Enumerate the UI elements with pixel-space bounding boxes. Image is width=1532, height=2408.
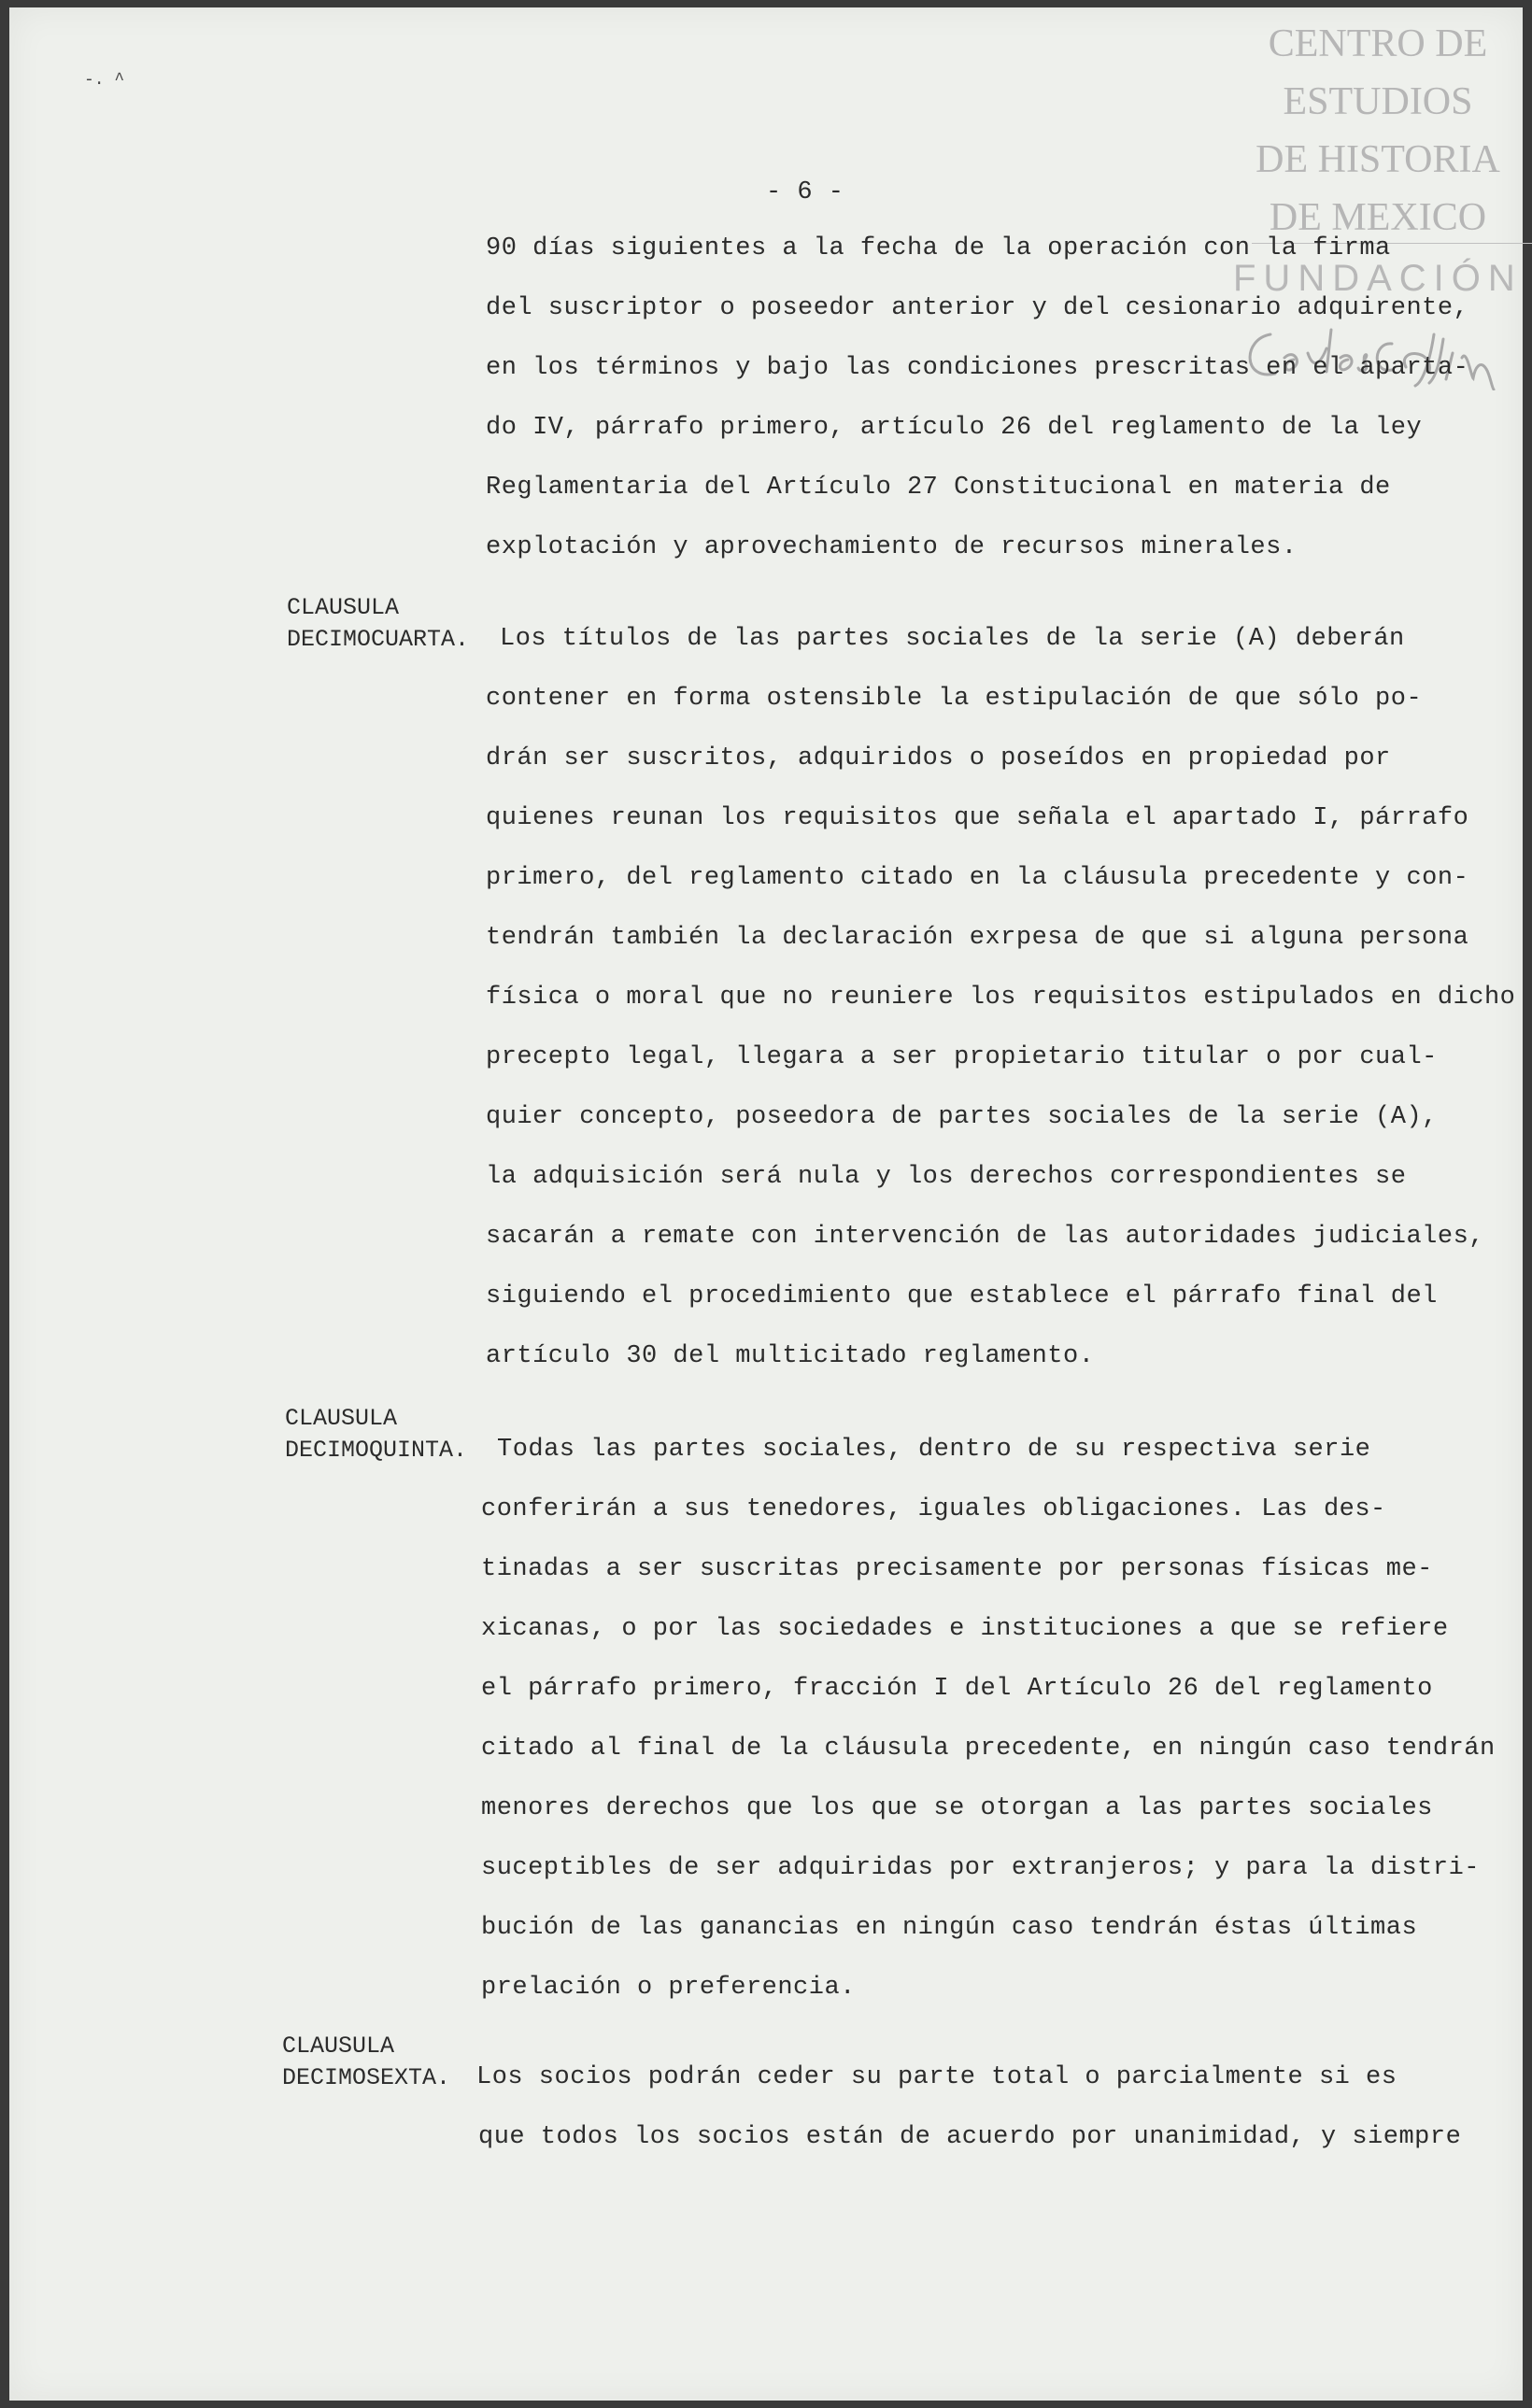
text-line: do IV, párrafo primero, artículo 26 del reglamento de la ley [486, 414, 1423, 442]
text-line: del suscriptor o poseedor anterior y del cesionario adquirente, [486, 294, 1469, 322]
text-line: explotación y aprovechamiento de recursos minerales. [486, 533, 1298, 561]
page-number: - 6 - [766, 178, 844, 206]
watermark-line-2: ESTUDIOS [1283, 80, 1473, 123]
clause-15-first-line: Todas las partes sociales, dentro de su respectiva serie [497, 1436, 1371, 1464]
clause-15-label: CLAUSULA [285, 1405, 398, 1432]
text-line: el párrafo primero, fracción I del Artículo 26 del reglamento [481, 1675, 1433, 1703]
watermark-line-3: DE HISTORIA [1255, 138, 1500, 181]
text-line: sacarán a remate con intervención de las autoridades judiciales, [486, 1223, 1484, 1251]
clause-14-label: CLAUSULA [287, 594, 400, 621]
text-line: precepto legal, llegara a ser propietario titular o por cual- [486, 1043, 1438, 1071]
text-line: quienes reunan los requisitos que señala el apartado I, párrafo [486, 804, 1469, 832]
text-line: física o moral que no reuniere los requisitos estipulados en dicho [486, 984, 1516, 1012]
clause-16-name: DECIMOSEXTA. [282, 2064, 451, 2091]
clause-14-name: DECIMOCUARTA. [287, 626, 470, 653]
text-line: contener en forma ostensible la estipulación de que sólo po- [486, 685, 1423, 713]
clause-16-first-line: Los socios podrán ceder su parte total o parcialmente si es [476, 2063, 1397, 2091]
clause-14-first-line: Los títulos de las partes sociales de la serie (A) deberán [500, 625, 1405, 653]
text-line: 90 días siguientes a la fecha de la operación con la firma [486, 234, 1391, 262]
text-line: la adquisición será nula y los derechos correspondientes se [486, 1163, 1407, 1191]
text-line: bución de las ganancias en ningún caso tendrán éstas últimas [481, 1914, 1418, 1942]
text-line: siguiendo el procedimiento que establece el párrafo final del [486, 1282, 1438, 1310]
text-line: quier concepto, poseedora de partes sociales de la serie (A), [486, 1103, 1438, 1131]
text-line: xicanas, o por las sociedades e instituciones a que se refiere [481, 1615, 1449, 1643]
text-line: citado al final de la cláusula precedente, en ningún caso tendrán [481, 1735, 1496, 1763]
text-line: artículo 30 del multicitado reglamento. [486, 1342, 1095, 1370]
watermark-line-4: DE MEXICO [1269, 196, 1487, 239]
text-line: prelación o preferencia. [481, 1974, 856, 2002]
text-line: suceptibles de ser adquiridas por extranjeros; y para la distri- [481, 1854, 1480, 1882]
clause-15-name: DECIMOQUINTA. [285, 1437, 468, 1464]
text-line: conferirán a sus tenedores, iguales obligaciones. Las des- [481, 1495, 1386, 1523]
clause-16-label: CLAUSULA [282, 2033, 395, 2060]
text-line: que todos los socios están de acuerdo por unanimidad, y siempre [478, 2123, 1462, 2151]
watermark-brand: FUNDACIÓN [1233, 258, 1523, 299]
text-line: menores derechos que los que se otorgan a las partes sociales [481, 1794, 1433, 1822]
text-line: Reglamentaria del Artículo 27 Constitucional en materia de [486, 474, 1391, 502]
text-line: tendrán también la declaración exrpesa de que si alguna persona [486, 924, 1469, 952]
text-line: en los términos y bajo las condiciones prescritas en el aparta- [486, 354, 1469, 382]
text-line: primero, del reglamento citado en la cláusula precedente y con- [486, 864, 1469, 892]
watermark-line-1: CENTRO DE [1268, 22, 1488, 65]
text-line: tinadas a ser suscritas precisamente por personas físicas me- [481, 1555, 1433, 1583]
document-page [9, 7, 1523, 2401]
archive-watermark [1224, 15, 1532, 247]
text-line: drán ser suscritos, adquiridos o poseídos en propiedad por [486, 744, 1391, 772]
corner-marks: -. ^ [84, 71, 125, 90]
